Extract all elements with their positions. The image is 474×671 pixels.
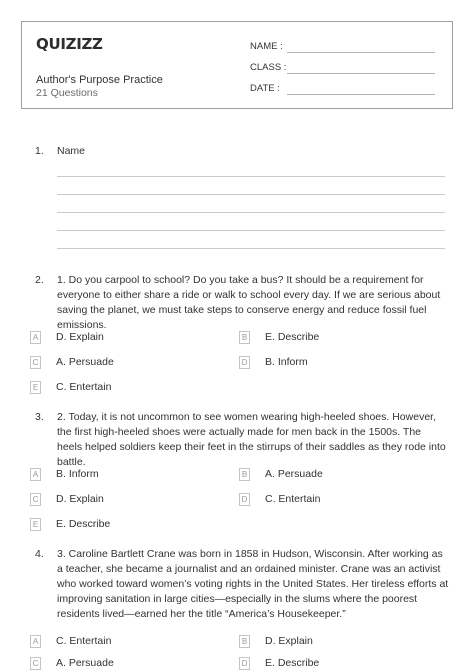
question-text: 2. Today, it is not uncommon to see women wearing high-heeled shoes. However, the first high-heeled shoes were actually made for men back in the 1500s. The heels helped soldiers keep their feet in the stirrups of their saddles as they rode into battle. xyxy=(57,411,446,468)
option-letter-box[interactable]: D xyxy=(239,657,250,670)
option-letter-box[interactable]: B xyxy=(239,331,250,344)
name-label: NAME : xyxy=(250,41,283,52)
quizizz-logo: QUIZIZZ xyxy=(36,35,103,53)
option-letter-box[interactable]: C xyxy=(30,356,41,369)
question-text: 1. Do you carpool to school? Do you take a bus? It should be a requirement for everyone to either share a ride or walk to school every day. If we are serious about saving the planet, we must take steps to conserve energy and reduce fossil fuel emissions. xyxy=(57,274,441,331)
option-text: D. Explain xyxy=(265,635,313,647)
question-count: 21 Questions xyxy=(36,87,98,99)
option-letter-box[interactable]: A xyxy=(30,635,41,648)
option-letter-box[interactable]: E xyxy=(30,518,41,531)
answer-line[interactable] xyxy=(57,248,445,249)
answer-line[interactable] xyxy=(57,230,445,231)
option-text: C. Entertain xyxy=(56,381,112,393)
class-label: CLASS : xyxy=(250,62,287,73)
option-letter-box[interactable]: C xyxy=(30,657,41,670)
option-letter-box[interactable]: D xyxy=(239,356,250,369)
name-line[interactable] xyxy=(287,52,435,53)
option-letter-box[interactable]: E xyxy=(30,381,41,394)
option-text: A. Persuade xyxy=(56,657,114,669)
answer-line[interactable] xyxy=(57,194,445,195)
option-letter-box[interactable]: D xyxy=(239,493,250,506)
option-letter-box[interactable]: A xyxy=(30,331,41,344)
question-text: 3. Caroline Bartlett Crane was born in 1858 in Hudson, Wisconsin. After working as a teacher, she became a journalist and an ordained minister. Crane was an activist who worked toward women’s voting rights in the United States. Her tireless efforts at improving sanitation in large cities—especially in the slums where the poorest residents lived—earned her the title “America’s Housekeeper.” xyxy=(57,548,449,620)
question-number: 2. xyxy=(35,274,44,286)
question-text: Name xyxy=(57,145,86,157)
option-letter-box[interactable]: B xyxy=(239,635,250,648)
option-letter-box[interactable]: A xyxy=(30,468,41,481)
option-text: A. Persuade xyxy=(265,468,323,480)
option-letter-box[interactable]: B xyxy=(239,468,250,481)
option-text: B. Inform xyxy=(265,356,308,368)
date-line[interactable] xyxy=(287,94,435,95)
option-text: C. Entertain xyxy=(265,493,321,505)
question-number: 3. xyxy=(35,411,44,423)
worksheet-title: Author's Purpose Practice xyxy=(36,74,163,86)
answer-line[interactable] xyxy=(57,212,445,213)
worksheet-header xyxy=(21,21,453,109)
question-number: 4. xyxy=(35,548,44,560)
option-text: D. Explain xyxy=(56,493,104,505)
option-text: C. Entertain xyxy=(56,635,112,647)
option-text: E. Describe xyxy=(265,331,320,343)
option-text: B. Inform xyxy=(56,468,99,480)
class-line[interactable] xyxy=(287,73,435,74)
answer-line[interactable] xyxy=(57,176,445,177)
question-number: 1. xyxy=(35,145,44,157)
option-text: A. Persuade xyxy=(56,356,114,368)
option-text: E. Describe xyxy=(56,518,111,530)
option-text: D. Explain xyxy=(56,331,104,343)
date-label: DATE : xyxy=(250,83,280,94)
option-letter-box[interactable]: C xyxy=(30,493,41,506)
option-text: E. Describe xyxy=(265,657,320,669)
